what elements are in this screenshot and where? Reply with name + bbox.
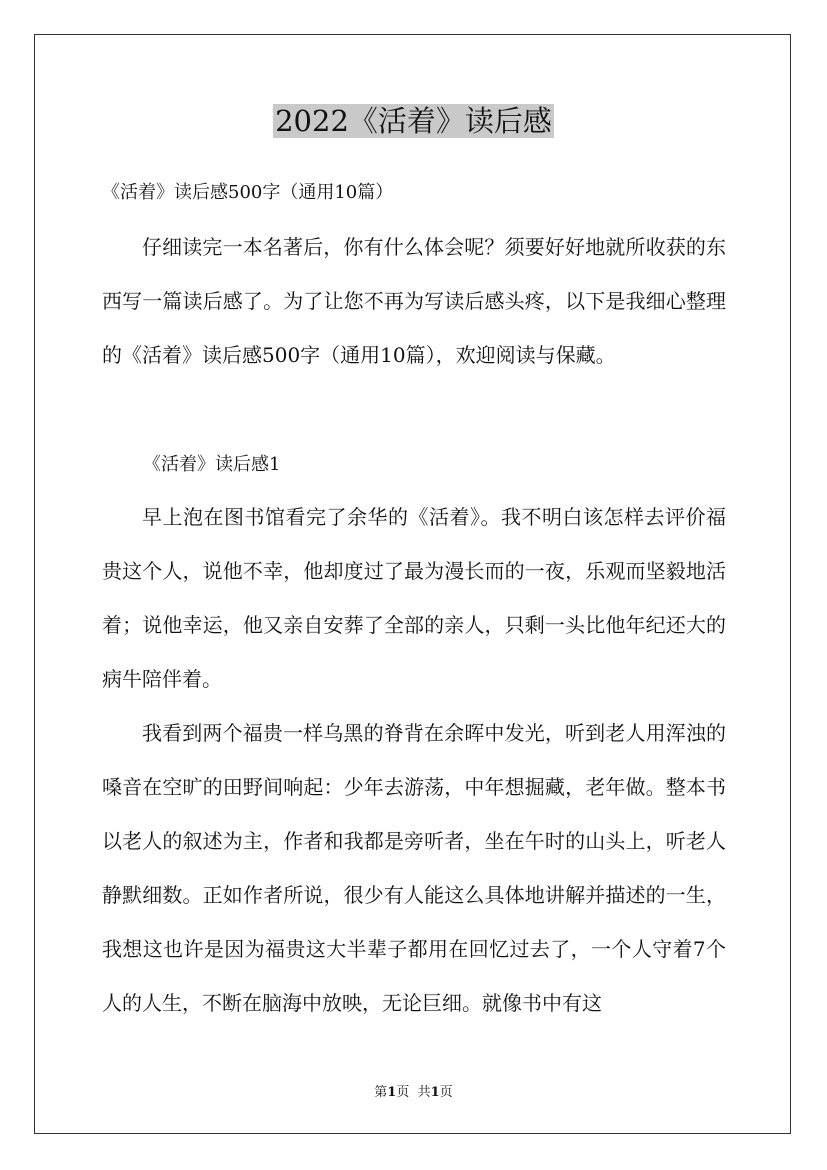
footer-total-pages: 1 [430, 1085, 440, 1100]
page-footer [0, 1084, 827, 1102]
body-paragraph-2: 我看到两个福贵一样乌黑的脊背在余晖中发光，听到老人用浑浊的嗓音在空旷的田野间响起：少年去游荡，中年想掘藏，老年做。整本书以老人的叙述为主，作者和我都是旁听者，坐在午时的山头上，听老人静默细数。正如作者所说，很少有人能这么具体地讲解并描述的一生，我想这也许是因为福贵这大半辈子都用在回忆过去了，一个人守着7个人的人生，不断在脑海中放映，无论巨细。就像书中有这 [102, 721, 726, 1015]
document-title-text: 2022《活着》读后感 [275, 104, 552, 138]
footer-page-suffix: 页 [396, 1085, 410, 1100]
footer-total-suffix: 页 [439, 1085, 453, 1100]
section-heading: 《活着》读后感1 [143, 454, 281, 475]
body-paragraph-1: 早上泡在图书馆看完了余华的《活着》。我不明白该怎样去评价福贵这个人，说他不幸，他却度过了最为漫长而的一夜，乐观而坚毅地活着；说他幸运，他又亲自安葬了全部的亲人，只剩一头比他年纪还大的病牛陪伴着。 [102, 505, 726, 691]
document-subtitle: 《活着》读后感500字（通用10篇） [102, 182, 394, 203]
footer-total-prefix: 共 [417, 1085, 431, 1100]
footer-page-number: 1 [387, 1085, 397, 1100]
intro-paragraph: 仔细读完一本名著后，你有什么体会呢？须要好好地就所收获的东西写一篇读后感了。为了让您不再为写读后感头疼，以下是我细心整理的《活着》读后感500字（通用10篇），欢迎阅读与保藏。 [102, 235, 726, 367]
footer-page-prefix: 第 [374, 1085, 388, 1100]
document-title [0, 101, 827, 141]
